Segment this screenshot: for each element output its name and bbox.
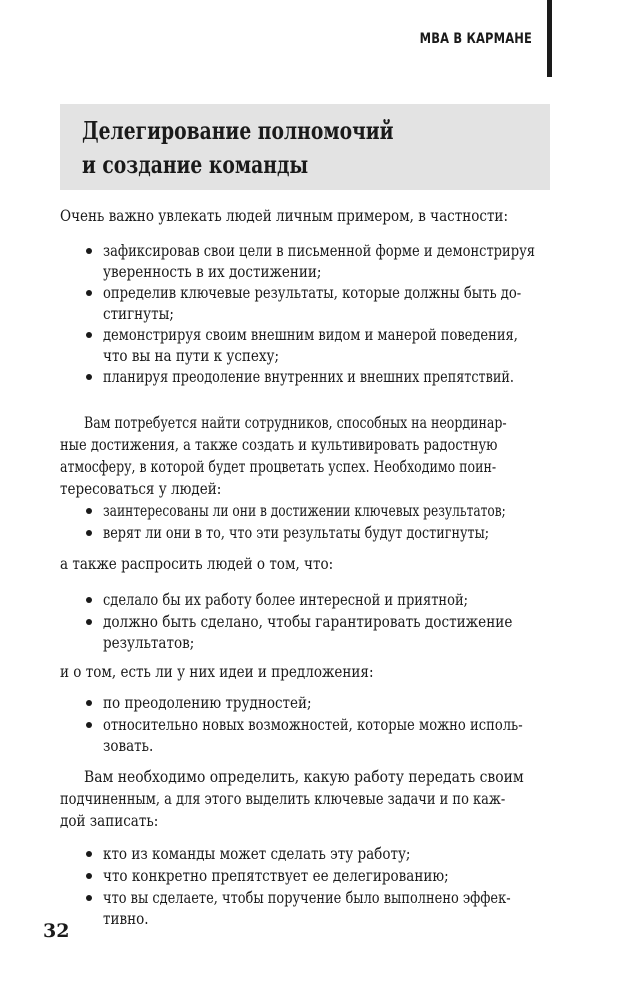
list5-item3-line1: что вы сделаете, чтобы поручение было выполнено эффек- bbox=[103, 888, 511, 907]
list1-item1-line2: уверенность в их достижении; bbox=[103, 262, 322, 281]
list4-item2-line2: зовать. bbox=[103, 736, 154, 755]
bullet-icon bbox=[86, 290, 92, 296]
para2-line1: Вам потребуется найти сотрудников, способных на неординар- bbox=[84, 413, 507, 432]
bullet-icon bbox=[86, 895, 92, 901]
page-number: 32 bbox=[43, 920, 70, 942]
bullet-icon bbox=[86, 851, 92, 857]
para2-line4: тересоваться у людей: bbox=[60, 479, 222, 498]
para3-text: а также распросить людей о том, что: bbox=[60, 554, 334, 573]
para5-line1: Вам необходимо определить, какую работу передать своим bbox=[84, 767, 524, 786]
running-head: МВА В КАРМАНЕ bbox=[419, 31, 532, 47]
list2-item2-line1: верят ли они в то, что эти результаты будут достигнуты; bbox=[103, 523, 490, 542]
list1-item2-line1: определив ключевые результаты, которые должны быть до- bbox=[103, 283, 522, 302]
list3-item2-line2: результатов; bbox=[103, 633, 195, 652]
list1-item2-line2: стигнуты; bbox=[103, 304, 174, 323]
para2-line3: атмосферу, в которой будет процветать успех. Необходимо поин- bbox=[60, 457, 497, 476]
section-title-line-2: и создание команды bbox=[82, 150, 309, 179]
bullet-icon bbox=[86, 597, 92, 603]
bullet-icon bbox=[86, 332, 92, 338]
list3-item2-line1: должно быть сделано, чтобы гарантировать достижение bbox=[103, 612, 513, 631]
bullet-icon bbox=[86, 873, 92, 879]
header-rule bbox=[547, 0, 552, 77]
para4-text: и о том, есть ли у них идеи и предложения: bbox=[60, 662, 374, 681]
list1-item1-line1: зафиксировав свои цели в письменной форме и демонстрируя bbox=[103, 241, 535, 260]
bullet-icon bbox=[86, 619, 92, 625]
section-title-box bbox=[60, 104, 550, 190]
para5-line3: дой записать: bbox=[60, 811, 159, 830]
list3-item1-line1: сделало бы их работу более интересной и приятной; bbox=[103, 590, 469, 609]
list5-item1-line1: кто из команды может сделать эту работу; bbox=[103, 844, 411, 863]
list1-item3-line1: демонстрируя своим внешним видом и манерой поведения, bbox=[103, 325, 518, 344]
list4-item2-line1: относительно новых возможностей, которые можно исполь- bbox=[103, 715, 523, 734]
list1-item4-line1: планируя преодоление внутренних и внешних препятствий. bbox=[103, 367, 514, 386]
section-title-line-1: Делегирование полномочий bbox=[82, 116, 394, 145]
bullet-icon bbox=[86, 700, 92, 706]
bullet-icon bbox=[86, 530, 92, 536]
bullet-icon bbox=[86, 248, 92, 254]
bullet-icon bbox=[86, 508, 92, 514]
intro-text: Очень важно увлекать людей личным примером, в частности: bbox=[60, 206, 509, 225]
para2-line2: ные достижения, а также создать и культивировать радостную bbox=[60, 435, 498, 454]
list4-item1-line1: по преодолению трудностей; bbox=[103, 693, 312, 712]
bullet-icon bbox=[86, 374, 92, 380]
bullet-icon bbox=[86, 722, 92, 728]
list2-item1-line1: заинтересованы ли они в достижении ключевых результатов; bbox=[103, 501, 506, 520]
list1-item3-line2: что вы на пути к успеху; bbox=[103, 346, 280, 365]
list5-item2-line1: что конкретно препятствует ее делегированию; bbox=[103, 866, 449, 885]
para5-line2: подчиненным, а для этого выделить ключевые задачи и по каж- bbox=[60, 789, 506, 808]
list5-item3-line2: тивно. bbox=[103, 909, 149, 928]
